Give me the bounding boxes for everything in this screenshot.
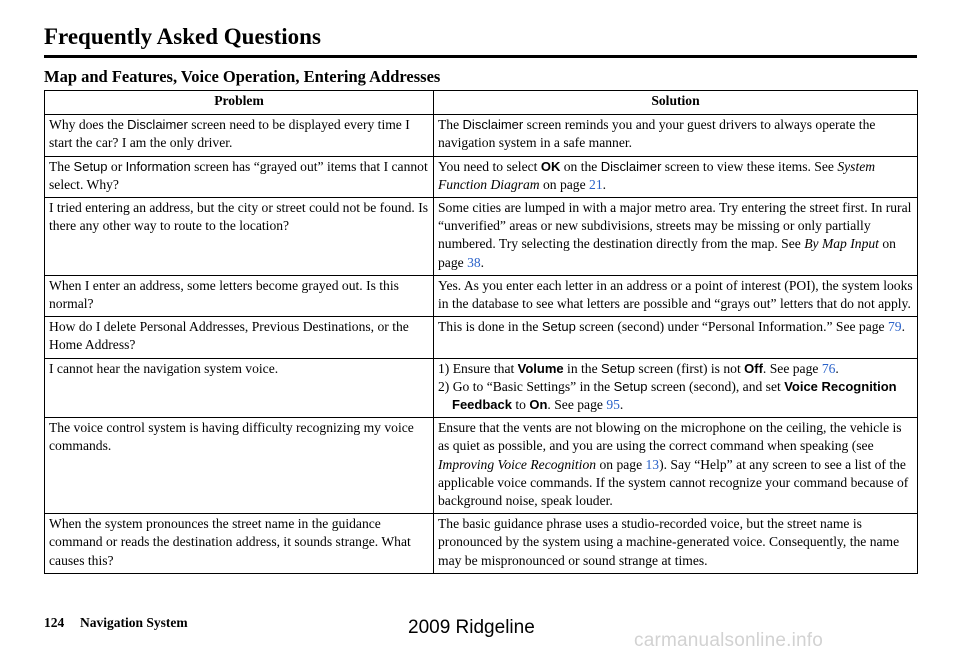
ui-term: Voice Recognition Feedback (452, 378, 897, 413)
book-title: Navigation System (80, 615, 188, 630)
text: When I enter an address, some letters become grayed out. Is this normal? (49, 277, 399, 312)
text: I tried entering an address, but the city or street could not be found. Is there any other way to route to the location? (49, 200, 429, 234)
text: . (619, 397, 624, 413)
solution-cell (434, 275, 918, 316)
page-link[interactable]: 79 (887, 319, 902, 335)
table-header-row (45, 91, 918, 115)
page-link[interactable]: 13 (645, 456, 660, 472)
text: screen to view these items. See (661, 158, 838, 174)
text: The (438, 117, 463, 133)
solution-list-item (438, 378, 913, 414)
text: How do I delete Personal Addresses, Previous Destinations, or the Home Address? (49, 319, 409, 353)
text: Why does the (49, 117, 128, 133)
site-watermark: carmanualsonline.info (634, 630, 824, 651)
ui-term: OK (540, 158, 561, 174)
page-link[interactable]: 95 (606, 397, 620, 413)
text: You need to select (438, 158, 541, 174)
section-reference: System Function Diagram (438, 158, 876, 192)
table-row (45, 198, 918, 276)
model-watermark: 2009 Ridgeline (408, 617, 535, 638)
problem-cell (45, 514, 434, 574)
text: on page (438, 236, 896, 270)
table-row (45, 418, 918, 514)
solution-cell (434, 115, 918, 156)
section-reference: Improving Voice Recognition (438, 456, 597, 472)
solution-cell (434, 418, 918, 514)
solution-cell (434, 156, 918, 197)
text: screen (second), and set (647, 378, 785, 394)
ui-term: Setup (73, 158, 108, 174)
solution-header: Solution (434, 91, 918, 115)
problem-cell (45, 358, 434, 418)
text: 1) Ensure that (438, 360, 518, 376)
text: 2) Go to “Basic Settings” in the (438, 378, 614, 394)
ui-term: Setup (541, 319, 576, 335)
table-row (45, 358, 918, 418)
text: ). Say “Help” at any screen to see a list of the applicable voice commands. If the system cannot recognize your command because of background noise, speak louder. (438, 456, 909, 509)
problem-cell (45, 275, 434, 316)
text: screen (second) under “Personal Information.” See page (575, 319, 888, 335)
text: . See page (547, 397, 607, 413)
text: Some cities are lumped in with a major metro area. Try entering the street first. In rural “unverified” areas or new subdivisions, streets may be missing or only partially numbered. Try selecting the destination directly from the map. See (438, 200, 912, 252)
solution-list-item (438, 360, 913, 378)
ui-term: Setup (613, 378, 648, 394)
section-title: Map and Features, Voice Operation, Entering Addresses (44, 67, 441, 86)
text: Ensure that the vents are not blowing on the microphone on the ceiling, the vehicle is as quiet as possible, and you are using the correct command when speaking (see (438, 420, 902, 454)
ui-term: On (529, 397, 548, 413)
title-divider (44, 55, 917, 58)
ui-term: Disclaimer (127, 117, 188, 133)
text: The basic guidance phrase uses a studio-recorded voice, but the street name is pronounced by the system using a machine-generated voice. Consequently, the name may be mispronounced or sound strange at times. (438, 516, 900, 568)
problem-cell (45, 115, 434, 156)
page-link[interactable]: 76 (821, 360, 836, 376)
problem-cell (45, 418, 434, 514)
faq-table (44, 90, 918, 574)
text: . See page (762, 360, 822, 376)
text: Yes. As you enter each letter in an address or a point of interest (POI), the system looks in the database to see what letters are possible and “grays out” letters that do not apply. (438, 277, 913, 312)
table-row (45, 514, 918, 574)
text: screen (first) is not (635, 360, 745, 376)
page-link[interactable]: 21 (589, 176, 603, 192)
text: I cannot hear the navigation system voice. (49, 360, 279, 376)
problem-cell (45, 317, 434, 358)
text: on page (539, 176, 590, 192)
solution-cell (434, 317, 918, 358)
solution-cell (434, 198, 918, 276)
text: . (480, 254, 485, 270)
solution-cell (434, 514, 918, 574)
ui-term: Disclaimer (462, 117, 524, 133)
table-row (45, 156, 918, 197)
text: screen need to be displayed every time I start the car? I am the only driver. (49, 117, 410, 151)
ui-term: Information (125, 158, 191, 174)
section-reference: By Map Input (804, 236, 879, 252)
problem-cell (45, 156, 434, 197)
text: on page (596, 456, 646, 472)
page-number: 124 (44, 615, 65, 630)
text: on the (560, 158, 601, 174)
text: screen reminds you and your guest drivers to always operate the navigation system in a safe manner. (438, 117, 876, 151)
text: When the system pronounces the street name in the guidance command or reads the destination address, it sounds strange. What causes this? (49, 516, 411, 568)
solution-cell (434, 358, 918, 418)
text: . (901, 319, 905, 335)
text: screen has “grayed out” items that I cannot select. Why? (49, 158, 428, 192)
text: This is done in the (438, 319, 542, 335)
page-title: Frequently Asked Questions (44, 24, 321, 49)
problem-header: Problem (45, 91, 434, 115)
page-link[interactable]: 38 (467, 254, 481, 270)
text: in the (563, 360, 602, 376)
ui-term: Disclaimer (600, 158, 662, 174)
text: or (107, 158, 126, 174)
ui-term: Volume (517, 360, 564, 376)
table-row (45, 275, 918, 316)
text: The (49, 158, 74, 174)
text: . (835, 360, 839, 376)
problem-cell (45, 198, 434, 276)
text: The voice control system is having difficulty recognizing my voice commands. (49, 420, 414, 454)
text: to (511, 397, 530, 413)
ui-term: Off (744, 360, 763, 376)
table-row (45, 115, 918, 156)
ui-term: Setup (601, 360, 636, 376)
text: . (602, 176, 607, 192)
table-row (45, 317, 918, 358)
